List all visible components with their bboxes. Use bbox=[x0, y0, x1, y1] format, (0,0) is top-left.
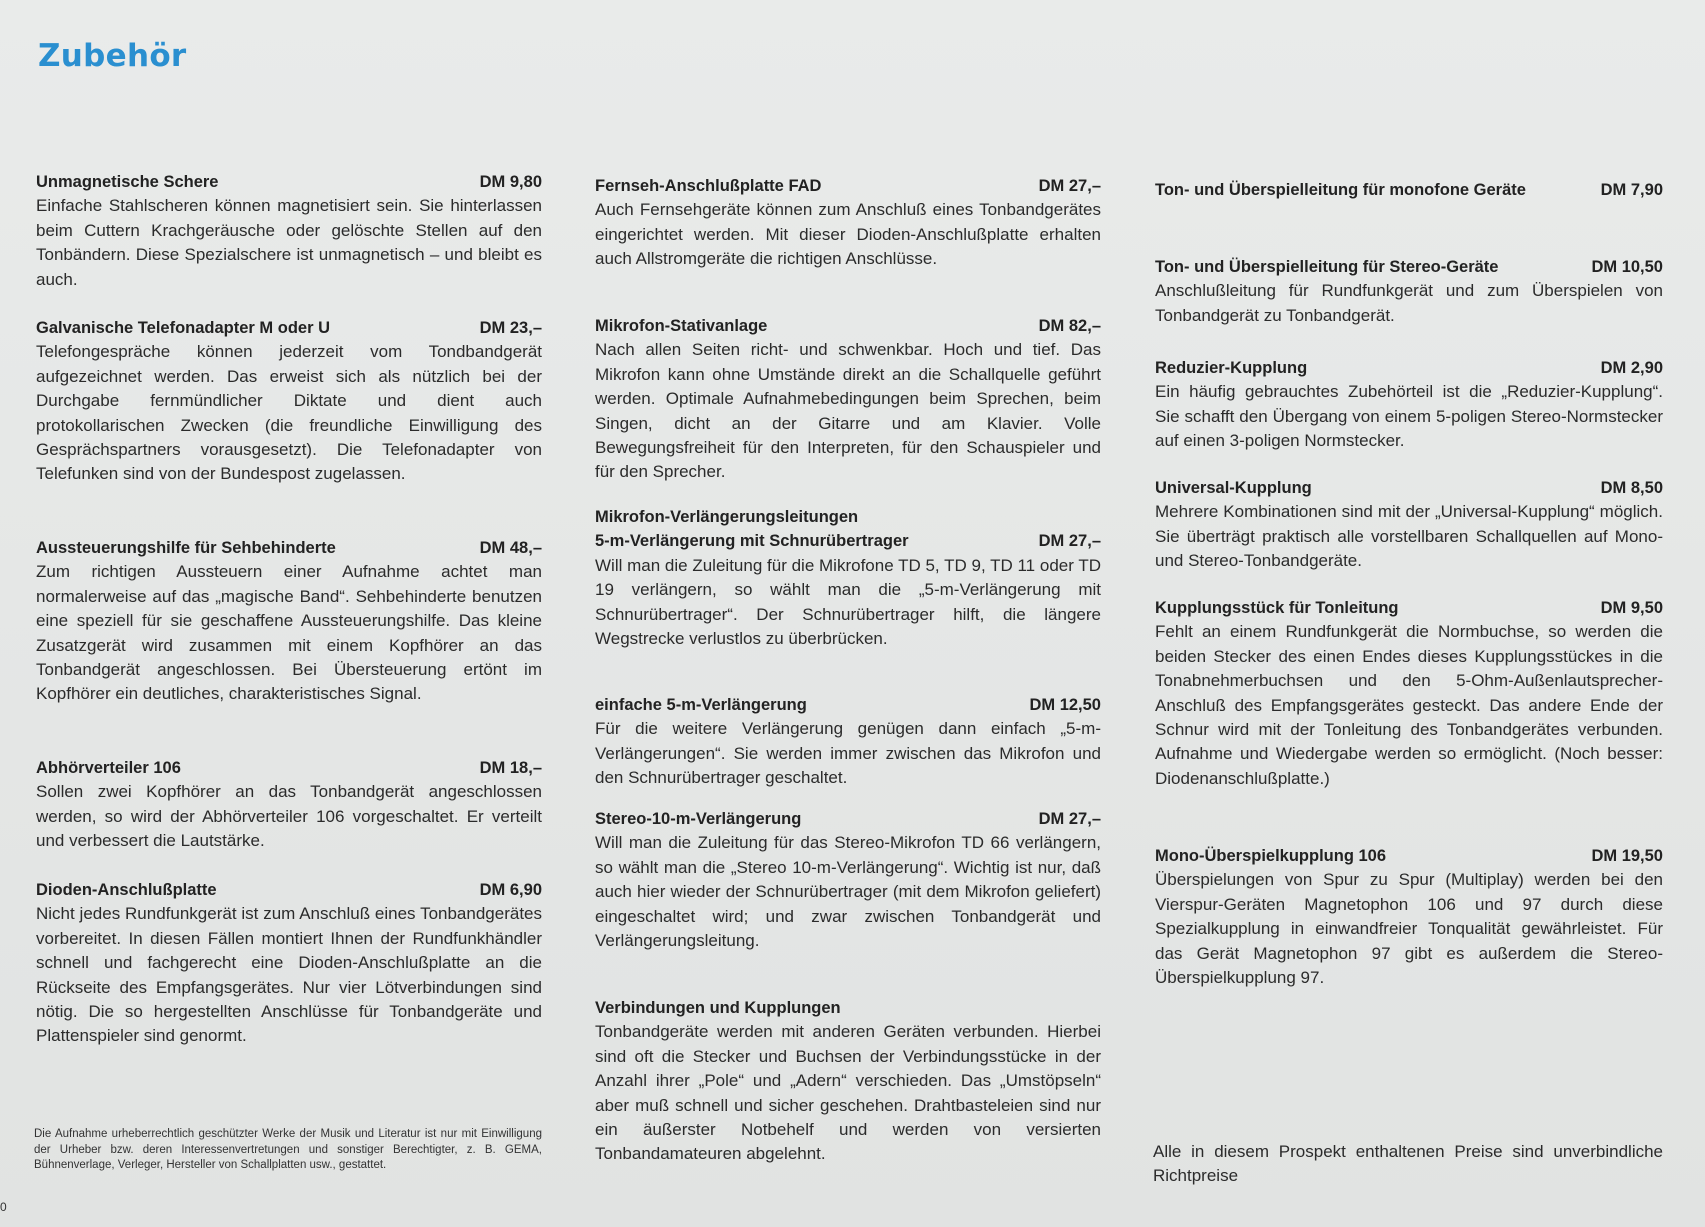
accessory-item bbox=[595, 996, 1101, 1167]
item-price: DM 18,– bbox=[479, 759, 542, 777]
accessory-item bbox=[595, 505, 1101, 651]
item-header bbox=[36, 536, 542, 560]
item-price: DM 10,50 bbox=[1591, 258, 1663, 276]
item-description: Will man die Zuleitung für die Mikrofone TD 5, TD 9, TD 11 oder TD 19 verlängern, so wählt man die „5-m-Verlängerung mit Schnurübertrager“. Der Schnurübertrager hilft, die längere Wegstrecke verlustlos zu überbrücken. bbox=[595, 555, 1101, 649]
item-description: Will man die Zuleitung für das Stereo-Mikrofon TD 66 verlängern, so wählt man die „Stereo 10-m-Verlängerung“. Wichtig ist nur, daß auch hier wieder der Schnurübertrager (mit dem Mikrofon geliefert) eingeschaltet wird; und zwar zwischen Tonbandgerät und Verlängerungsleitung. bbox=[595, 833, 1101, 951]
item-name: Ton- und Überspielleitung für monofone Geräte bbox=[1155, 181, 1526, 199]
item-price: DM 23,– bbox=[479, 319, 542, 337]
item-description: Auch Fernsehgeräte können zum Anschluß eines Tonbandgerätes eingerichtet werden. Mit dieser Dioden-Anschlußplatte erhalten auch Allstromgeräte die richtigen Anschlüsse. bbox=[595, 200, 1101, 269]
item-header bbox=[1155, 356, 1663, 380]
item-header bbox=[36, 878, 542, 902]
item-group-heading: Mikrofon-Verlängerungsleitungen bbox=[595, 508, 859, 526]
item-header bbox=[595, 529, 1101, 553]
item-header bbox=[1155, 476, 1663, 500]
price-note: Alle in diesem Prospekt enthaltenen Preise sind unverbindliche Richtpreise bbox=[1153, 1142, 1663, 1186]
item-name: Mikrofon-Stativanlage bbox=[595, 317, 768, 335]
item-name: einfache 5-m-Verlängerung bbox=[595, 696, 807, 714]
item-name: 5-m-Verlängerung mit Schnurübertrager bbox=[595, 532, 909, 551]
accessory-item bbox=[36, 536, 542, 707]
item-price: DM 6,90 bbox=[479, 881, 542, 899]
item-header bbox=[1155, 255, 1663, 279]
item-name: Reduzier-Kupplung bbox=[1155, 359, 1308, 377]
item-price: DM 27,– bbox=[1038, 532, 1101, 551]
item-name: Galvanische Telefonadapter M oder U bbox=[36, 319, 331, 337]
item-price: DM 8,50 bbox=[1600, 479, 1663, 497]
item-name: Aussteuerungshilfe für Sehbehinderte bbox=[36, 539, 336, 557]
item-price: DM 9,50 bbox=[1600, 599, 1663, 617]
item-header bbox=[595, 174, 1101, 198]
item-name: Abhörverteiler 106 bbox=[36, 759, 181, 777]
item-price: DM 48,– bbox=[479, 539, 542, 557]
item-price: DM 7,90 bbox=[1600, 181, 1663, 199]
copyright-footnote: Die Aufnahme urheberrechtlich geschützter Werke der Musik und Literatur ist nur mit Einwilligung der Urheber bzw. deren Interessenvertretungen und sonstiger Berechtigter, z. B. GEMA, Bühnenverlage, Verleger, Hersteller von Schallplatten usw., gestattet. bbox=[34, 1128, 542, 1171]
item-description: Zum richtigen Aussteuern einer Aufnahme achtet man normalerweise auf das „magische Band“. Sehbehinderte benutzen eine speziell für sie geschaffene Aussteuerungshilfe. Das kleine Zusatzgerät wird zusammen mit einem Kopfhörer an das Tonbandgerät angeschlossen. Bei Übersteuerung ertönt im Kopfhörer ein deutliches, charakteristisches Signal. bbox=[36, 562, 542, 704]
item-price: DM 9,80 bbox=[479, 173, 542, 191]
accessory-item bbox=[1155, 476, 1663, 574]
item-header bbox=[36, 756, 542, 780]
item-price: DM 27,– bbox=[1038, 177, 1101, 195]
page-title: Zubehör bbox=[38, 38, 187, 74]
page-number: 0 bbox=[0, 1200, 7, 1214]
item-header bbox=[595, 996, 1101, 1020]
item-header bbox=[595, 693, 1101, 717]
item-description: Nach allen Seiten richt- und schwenkbar. Hoch und tief. Das Mikrofon kann ohne Umstände direkt an die Schallquelle geführt werden. Optimale Aufnahmebedingungen beim Sprechen, beim Singen, dicht an der Gitarre und am Klavier. Volle Bewegungsfreiheit für den Interpreten, für den Schauspieler und für den Sprecher. bbox=[595, 340, 1101, 482]
accessory-item bbox=[36, 170, 542, 292]
item-description: Sollen zwei Kopfhörer an das Tonbandgerät angeschlossen werden, so wird der Abhörverteiler 106 vorgeschaltet. Er verteilt und verbessert die Lautstärke. bbox=[36, 782, 542, 851]
item-header bbox=[1155, 844, 1663, 868]
item-description: Für die weitere Verlängerung genügen dann einfach „5-m-Verlängerungen“. Sie werden immer zwischen das Mikrofon und den Schnurübertrager geschaltet. bbox=[595, 719, 1101, 788]
item-description: Anschlußleitung für Rundfunkgerät und zum Überspielen von Tonbandgerät zu Tonbandgerät. bbox=[1155, 281, 1663, 325]
item-description: Telefongespräche können jederzeit vom Tondbandgerät aufgezeichnet werden. Das erweist sich als nützlich bei der Durchgabe fernmündlicher Diktate und dient auch protokollarischen Zwecken (die freundliche Einwilligung des Gesprächspartners vorausgesetzt). Die Telefonadapter von Telefunken sind von der Bundespost zugelassen. bbox=[36, 342, 542, 484]
item-header bbox=[1155, 178, 1663, 202]
item-name: Stereo-10-m-Verlängerung bbox=[595, 810, 802, 828]
item-description: Mehrere Kombinationen sind mit der „Universal-Kupplung“ möglich. Sie überträgt praktisch alle vorstellbaren Schallquellen auf Mono- und Stereo-Tonbandgeräte. bbox=[1155, 502, 1663, 571]
item-name: Ton- und Überspielleitung für Stereo-Geräte bbox=[1155, 258, 1499, 276]
item-name: Verbindungen und Kupplungen bbox=[595, 999, 841, 1017]
accessory-item bbox=[1155, 356, 1663, 454]
accessory-item bbox=[595, 314, 1101, 485]
accessory-item bbox=[1155, 596, 1663, 791]
accessory-item bbox=[595, 807, 1101, 953]
item-name: Fernseh-Anschlußplatte FAD bbox=[595, 177, 822, 195]
item-description: Überspielungen von Spur zu Spur (Multiplay) werden bei den Vierspur-Geräten Magnetophon 106 und 97 durch diese Spezialkupplung in einwandfreier Tonqualität gewährleistet. Für das Gerät Magnetophon 97 gibt es außerdem die Stereo-Überspielkupplung 97. bbox=[1155, 870, 1663, 988]
item-header bbox=[595, 314, 1101, 338]
item-price: DM 2,90 bbox=[1600, 359, 1663, 377]
accessory-item bbox=[36, 756, 542, 854]
accessory-item bbox=[1155, 844, 1663, 990]
item-header bbox=[36, 170, 542, 194]
item-description: Einfache Stahlscheren können magnetisiert sein. Sie hinterlassen beim Cuttern Krachgeräusche oder gelöschte Stellen auf den Tonbändern. Diese Spezialschere ist unmagnetisch – und bleibt es auch. bbox=[36, 196, 542, 289]
item-name: Unmagnetische Schere bbox=[36, 173, 219, 191]
accessory-item bbox=[595, 693, 1101, 791]
item-price: DM 12,50 bbox=[1029, 696, 1101, 714]
item-header bbox=[1155, 596, 1663, 620]
item-description: Tonbandgeräte werden mit anderen Geräten verbunden. Hierbei sind oft die Stecker und Buchsen der Verbindungsstücke in der Anzahl ihrer „Pole“ und „Adern“ verschieden. Das „Umstöpseln“ aber muß schnell und sicher geschehen. Drahtbasteleien sind nur ein äußerster Notbehelf und werden von versierten Tonbandamateuren abgelehnt. bbox=[595, 1022, 1101, 1164]
item-description: Fehlt an einem Rundfunkgerät die Normbuchse, so werden die beiden Stecker des einen Endes dieses Kupplungsstückes in die Tonabnehmerbuchsen und den 5-Ohm-Außenlautsprecher-Anschluß des Empfangsgerätes gesteckt. Das andere Ende der Schnur wird mit der Tonleitung des Tonbandgerätes verbunden. Aufnahme und Wiedergabe werden so ermöglicht. (Noch besser: Diodenanschlußplatte.) bbox=[1155, 622, 1663, 788]
item-name: Universal-Kupplung bbox=[1155, 479, 1312, 497]
accessory-item bbox=[36, 878, 542, 1049]
item-description: Nicht jedes Rundfunkgerät ist zum Anschluß eines Tonbandgerätes vorbereitet. In diesen Fällen montiert Ihnen der Rundfunkhändler schnell und fachgerecht eine Dioden-Anschlußplatte an die Rückseite des Empfangsgerätes. Nur vier Lötverbindungen sind nötig. Die so hergestellten Anschlüsse für Tonbandgeräte und Plattenspieler sind genormt. bbox=[36, 904, 542, 1046]
item-price: DM 19,50 bbox=[1591, 847, 1663, 865]
accessory-item bbox=[1155, 178, 1663, 202]
item-description: Ein häufig gebrauchtes Zubehörteil ist die „Reduzier-Kupplung“. Sie schafft den Übergang von einem 5-poligen Stereo-Normstecker auf einen 3-poligen Normstecker. bbox=[1155, 382, 1663, 451]
accessory-item bbox=[595, 174, 1101, 272]
item-header bbox=[36, 316, 542, 340]
item-name: Mono-Überspielkupplung 106 bbox=[1155, 847, 1387, 865]
item-price: DM 27,– bbox=[1038, 810, 1101, 828]
accessory-item bbox=[36, 316, 542, 487]
item-name: Kupplungsstück für Tonleitung bbox=[1155, 599, 1399, 617]
item-name: Dioden-Anschlußplatte bbox=[36, 881, 217, 899]
item-header bbox=[595, 807, 1101, 831]
accessory-item bbox=[1155, 255, 1663, 328]
item-price: DM 82,– bbox=[1038, 317, 1101, 335]
